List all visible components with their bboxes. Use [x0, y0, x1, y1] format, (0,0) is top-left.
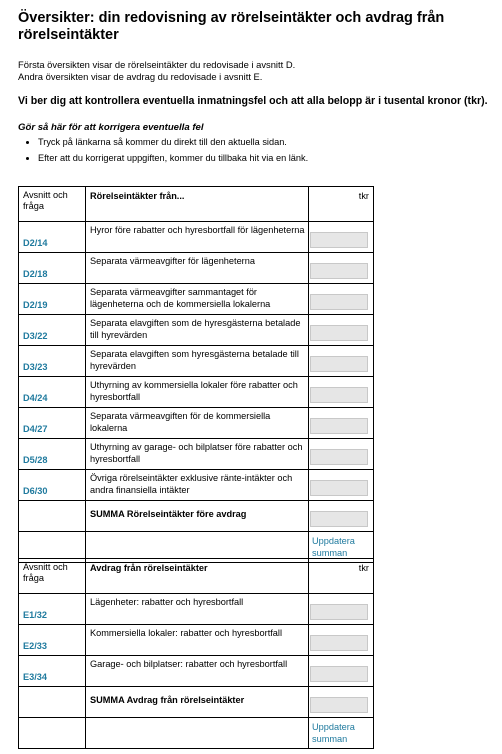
- howto-item: • Tryck på länkarna så kommer du direkt till den aktuella sidan.: [38, 136, 488, 148]
- income-table-header: [19, 187, 374, 222]
- amount-field: [310, 449, 368, 465]
- table-row: [19, 284, 374, 315]
- amount-field: [310, 232, 368, 248]
- section-link[interactable]: E1/32: [23, 610, 48, 620]
- deduction-sum-row: [19, 687, 374, 718]
- section-link[interactable]: E2/33: [23, 641, 48, 651]
- col-section-header: Avsnitt och fråga: [19, 559, 86, 594]
- table-row: [19, 656, 374, 687]
- row-description: Uthyrning av kommersiella lokaler före rabatter och hyresbortfall: [90, 380, 298, 402]
- row-description: Övriga rörelseintäkter exklusive ränte-intäkter och andra finansiella intäkter: [90, 473, 293, 495]
- amount-field: [310, 418, 368, 434]
- section-link[interactable]: D3/23: [23, 362, 48, 372]
- update-sum-link[interactable]: Uppdatera summan: [312, 536, 355, 558]
- amount-field: [310, 356, 368, 372]
- table-row: [19, 253, 374, 284]
- table-row: [19, 470, 374, 501]
- row-description: Separata värmeavgifter för lägenheterna: [90, 256, 255, 266]
- amount-field: [310, 604, 368, 620]
- howto-item: • Efter att du korrigerat uppgiften, kommer du tillbaka hit via en länk.: [38, 152, 488, 164]
- section-link[interactable]: D4/24: [23, 393, 48, 403]
- section-link[interactable]: E3/34: [23, 672, 48, 682]
- col-tkr-header: tkr: [309, 559, 374, 594]
- intro-line-2: Andra översikten visar de avdrag du redovisade i avsnitt E.: [18, 71, 263, 82]
- howto-list: [18, 136, 488, 164]
- row-description: Uthyrning av garage- och bilplatser före rabatter och hyresbortfall: [90, 442, 303, 464]
- table-row: [19, 346, 374, 377]
- deduction-update-row: [19, 718, 374, 749]
- amount-field: [310, 635, 368, 651]
- row-description: Garage- och bilplatser: rabatter och hyresbortfall: [90, 659, 288, 669]
- col-tkr-header: tkr: [309, 187, 374, 222]
- deduction-table: [18, 558, 374, 749]
- amount-field: [310, 263, 368, 279]
- row-description: Kommersiella lokaler: rabatter och hyresbortfall: [90, 628, 282, 638]
- income-table: [18, 186, 374, 563]
- table-row: [19, 377, 374, 408]
- income-sum-field: [310, 511, 368, 527]
- section-link[interactable]: D2/19: [23, 300, 48, 310]
- section-link[interactable]: D4/27: [23, 424, 48, 434]
- amount-field: [310, 387, 368, 403]
- row-description: Separata värmeavgifter sammantaget för lägenheterna och de kommersiella lokalerna: [90, 287, 271, 309]
- table-row: [19, 625, 374, 656]
- table-row: [19, 439, 374, 470]
- section-link[interactable]: D6/30: [23, 486, 48, 496]
- page-title: Översikter: din redovisning av rörelseintäkter och avdrag från rörelseintäkter: [18, 10, 445, 43]
- table-row: [19, 222, 374, 253]
- update-sum-link[interactable]: Uppdatera summan: [312, 722, 355, 744]
- howto-title: Gör så här för att korrigera eventuella fel: [18, 121, 204, 133]
- col-section-header: Avsnitt och fråga: [19, 187, 86, 222]
- income-sum-label: SUMMA Rörelseintäkter före avdrag: [90, 509, 247, 519]
- amount-field: [310, 325, 368, 341]
- table-row: [19, 315, 374, 346]
- row-description: Hyror före rabatter och hyresbortfall för lägenheterna: [90, 225, 305, 235]
- row-description: Lägenheter: rabatter och hyresbortfall: [90, 597, 244, 607]
- income-sum-row: [19, 501, 374, 532]
- section-link[interactable]: D5/28: [23, 455, 48, 465]
- amount-field: [310, 480, 368, 496]
- amount-field: [310, 666, 368, 682]
- section-link[interactable]: D2/14: [23, 238, 48, 248]
- deduction-sum-label: SUMMA Avdrag från rörelseintäkter: [90, 695, 245, 705]
- row-description: Separata värmeavgiften för de kommersiella lokalerna: [90, 411, 271, 433]
- section-link[interactable]: D2/18: [23, 269, 48, 279]
- deduction-table-header: [19, 559, 374, 594]
- col-desc-header: Avdrag från rörelseintäkter: [86, 559, 309, 594]
- notice-text: Vi ber dig att kontrollera eventuella inmatningsfel och att alla belopp är i tusental kronor (tkr).: [18, 95, 488, 107]
- col-desc-header: Rörelseintäkter från...: [86, 187, 309, 222]
- table-row: [19, 594, 374, 625]
- table-row: [19, 408, 374, 439]
- page: [18, 10, 488, 168]
- section-link[interactable]: D3/22: [23, 331, 48, 341]
- intro-text: [18, 59, 488, 83]
- intro-line-1: Första översikten visar de rörelseintäkter du redovisade i avsnitt D.: [18, 59, 296, 70]
- row-description: Separata elavgiften som de hyresgästerna betalade till hyrevärden: [90, 318, 301, 340]
- amount-field: [310, 294, 368, 310]
- row-description: Separata elavgiften som hyresgästerna betalade till hyrevärden: [90, 349, 299, 371]
- deduction-sum-field: [310, 697, 368, 713]
